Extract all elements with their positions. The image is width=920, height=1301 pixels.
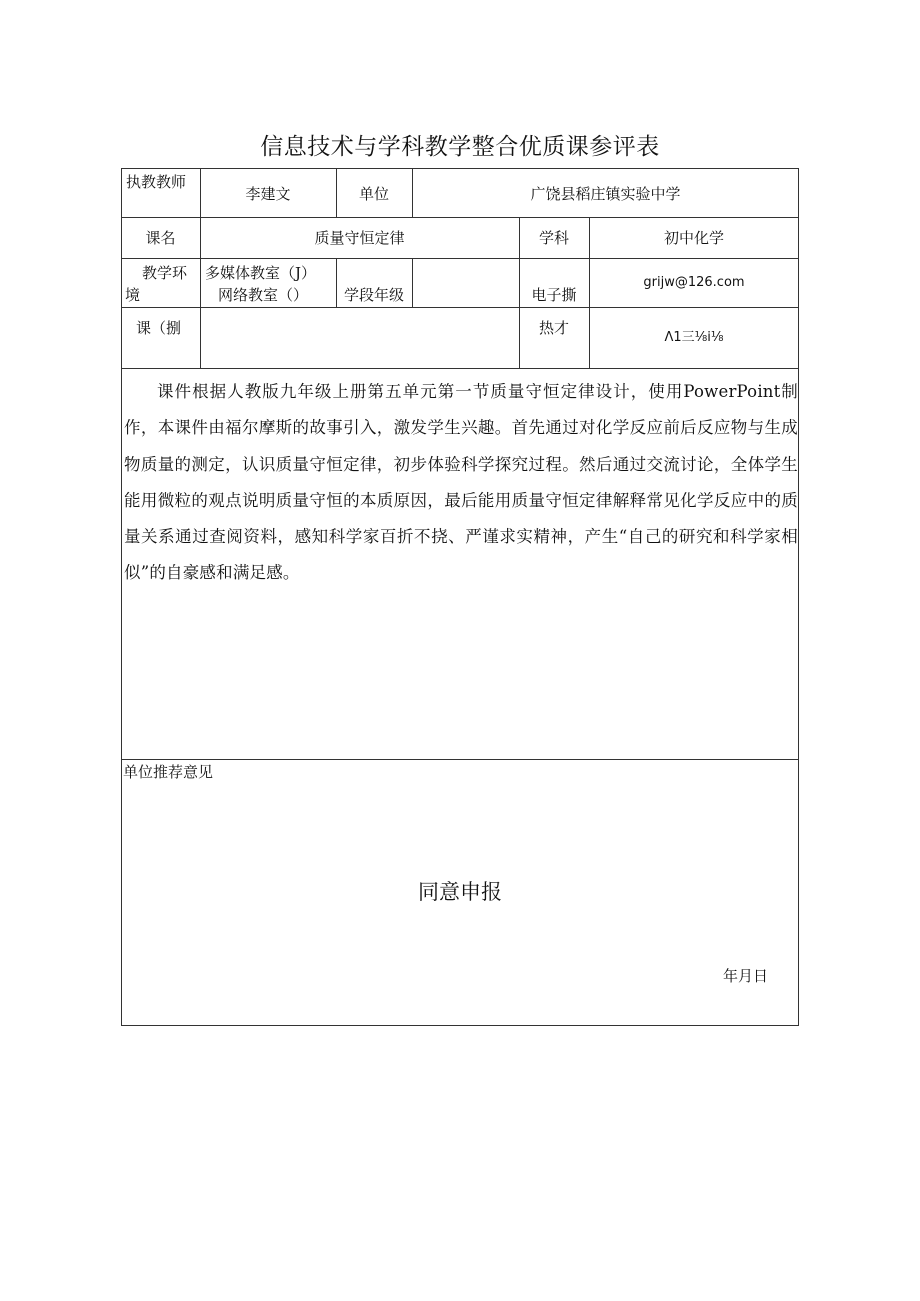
- teacher-label: 执教教师: [126, 173, 187, 191]
- grade-label: 学段年级: [343, 286, 404, 304]
- teacher-value: 李建文: [245, 185, 291, 203]
- subject-label: 学科: [538, 229, 569, 247]
- env-option-multimedia: 多媒体教室（J）: [205, 264, 317, 282]
- page-title: 信息技术与学科教学整合优质课参评表: [260, 134, 660, 160]
- email-value: grijw@126.com: [643, 275, 745, 290]
- email-label: 电子撕: [531, 286, 577, 304]
- unit-label: 单位: [358, 185, 389, 203]
- courseware-label: 课（捌: [136, 319, 182, 337]
- row-divider-5: [121, 759, 799, 760]
- row-divider-1: [121, 217, 799, 218]
- recommendation-label: 单位推荐意见: [123, 763, 214, 781]
- hot-label: 热才: [538, 319, 569, 337]
- unit-value: 广饶县稻庄镇实验中学: [530, 185, 681, 203]
- env-option-network: 网络教室（）: [218, 286, 309, 304]
- recommendation-date: 年月日: [723, 967, 769, 985]
- row-divider-3: [121, 307, 799, 308]
- env-label-line1: 教学环: [142, 264, 188, 282]
- course-label: 课名: [145, 229, 176, 247]
- env-label-line2: 境: [125, 286, 141, 304]
- hot-value: Λ1三⅛i⅛: [664, 330, 724, 345]
- courseware-description: 课件根据人教版九年级上册第五单元第一节质量守恒定律设计，使用PowerPoint制作，本课件由福尔摩斯的故事引入，激发学生兴趣。首先通过对化学反应前后反应物与生成物质量的测定，认识质量守恒定律，初步体验科学探究过程。然后通过交流讨论，全体学生能用微粒的观点说明质量守恒的本质原因，最后能用质量守恒定律解释常见化学反应中的质量关系通过查阅资料，感知科学家百折不挠、严谨求实精神，产生“自己的研究和科学家相似”的自豪感和满足感。: [124, 382, 798, 583]
- course-value: 质量守恒定律: [314, 229, 405, 247]
- col-divider-c3: [412, 258, 413, 308]
- row-divider-2: [121, 258, 799, 259]
- subject-value: 初中化学: [663, 229, 724, 247]
- row-divider-4: [121, 368, 799, 369]
- recommendation-opinion: 同意申报: [418, 880, 502, 904]
